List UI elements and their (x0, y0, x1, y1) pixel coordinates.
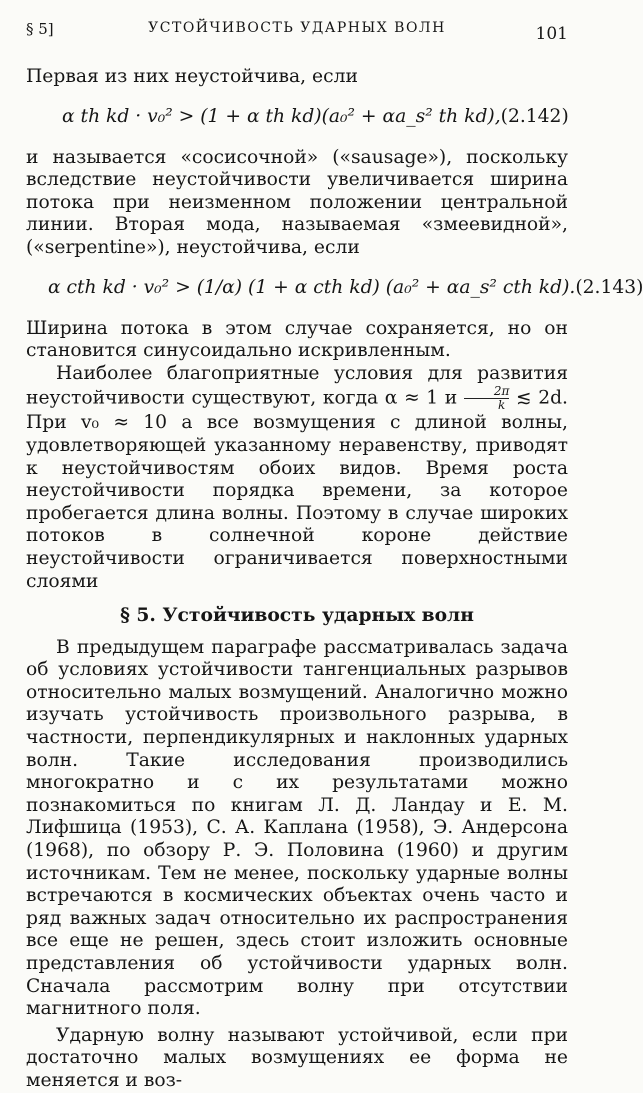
header-title: УСТОЙЧИВОСТЬ УДАРНЫХ ВОЛН (148, 20, 446, 36)
equation-formula: α th kd · v₀² > (1 + α th kd)(a₀² + αa_s² th kd), (62, 106, 501, 128)
header-section: § 5] (26, 20, 54, 38)
paragraph-4 (26, 363, 568, 593)
equation-2-142 (26, 89, 568, 147)
section-title: § 5. Устойчивость ударных волн (120, 604, 474, 627)
paragraph-2: и называется «сосисочной» («sausage»), поскольку вследствие неустойчивости увеличивается ширина потока при неизменном положении центральной линии. Вторая мода, называемая «змеевидной», («serpentine»), неустойчива, если (26, 146, 568, 258)
page-body (26, 66, 643, 1093)
paragraph-1: Первая из них неустойчива, если (26, 66, 358, 87)
paragraph-4-end: ≲ 2d. При v₀ ≈ 10 a все возмущения с длиной волны, удовлетворяющей указанному неравенству, приводят к неустойчивостям обоих видов. Время роста неустойчивости порядка времени, за которое пробегается длина волны. Поэтому в случае широких потоков в солнечной короне действие неустойчивости ограничивается поверхностными слоями (26, 387, 568, 592)
equation-formula: α cth kd · v₀² > (1/α) (1 + α cth kd) (a₀² + αa_s² cth kd). (48, 277, 576, 299)
equation-2-143 (26, 260, 643, 318)
fraction-numerator: 2π (464, 385, 510, 399)
fraction-denominator: k (497, 398, 506, 413)
fraction-2pi-over-k (464, 385, 510, 412)
paragraph-6: Ударную волну называют устойчивой, если при достаточно малых возмущениях ее форма не меняется и воз- (26, 1024, 568, 1091)
paragraph-3: Ширина потока в этом случае сохраняется, но он становится синусоидально искривленным. (26, 317, 568, 362)
paragraph-4-start: Наиболее благоприятные условия для развития неустойчивости существуют, когда α ≈ 1 и (26, 362, 568, 409)
paragraph-5: В предыдущем параграфе рассматривалась задача об условиях устойчивости тангенциальных разрывов относительно малых возмущений. Аналогично можно изучать устойчивость произвольного разрыва, в частности, перпендикулярных и наклонных ударных волн. Такие исследования производились многократно и с их результатами можно познакомиться по книгам Л. Д. Ландау и Е. М. Лифшица (1953), С. А. Каплана (1958), Э. Андерсона (1968), по обзору Р. Э. Половина (1960) и другим источникам. Тем не менее, поскольку ударные волны встречаются в космических объектах очень часто и ряд важных задач относительно их распространения все еще не решен, здесь стоит изложить основные представления об устойчивости ударных волн. Сначала рассмотрим волну при отсутствии магнитного поля. (26, 636, 568, 1020)
equation-number: (2.143) (575, 277, 643, 299)
page-number: 101 (535, 24, 568, 44)
running-header (26, 16, 568, 44)
equation-number: (2.142) (500, 106, 569, 128)
